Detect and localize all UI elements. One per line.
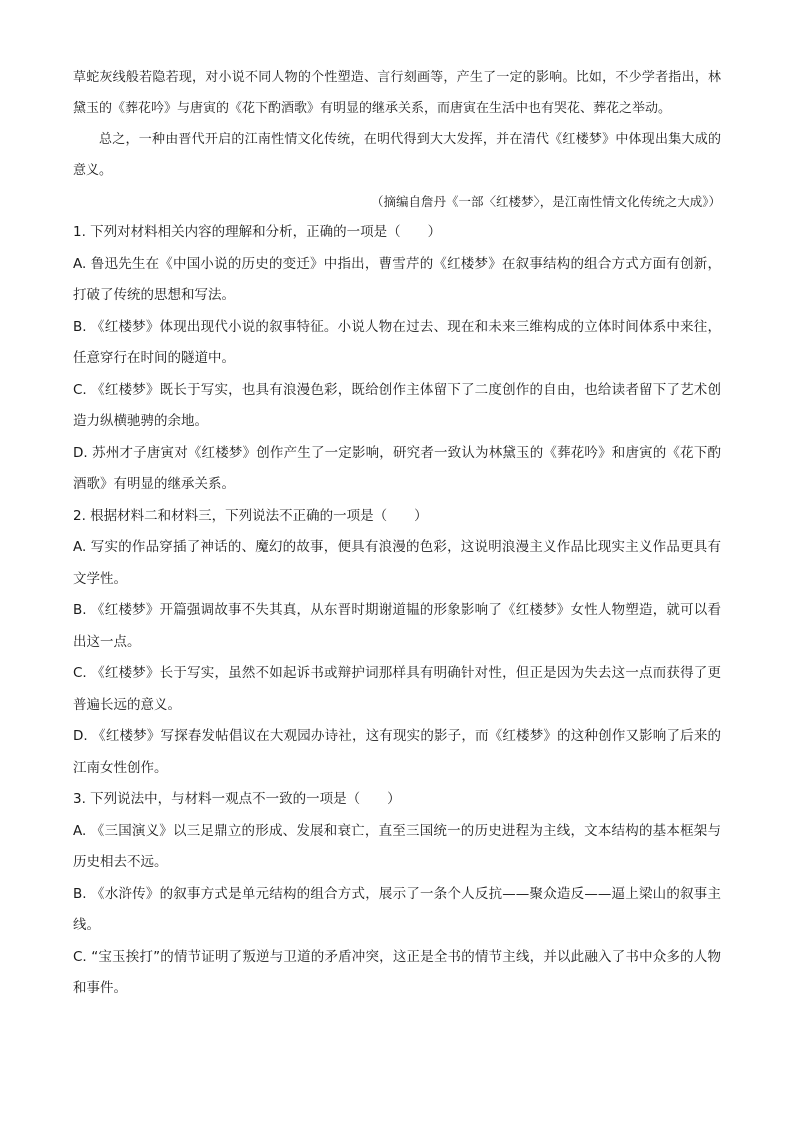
document-page <box>73 62 721 1005</box>
question-stem: 3. 下列说法中，与材料一观点不一致的一项是（ ） <box>73 791 401 807</box>
passage-conclusion: 总之，一种由晋代开启的江南性情文化传统，在明代得到大大发挥，并在清代《红楼梦》中体现出集大成的意义。 <box>73 132 721 178</box>
question-stem: 1. 下列对材料相关内容的理解和分析，正确的一项是（ ） <box>73 224 442 240</box>
option-b: B. 《红楼梦》体现出现代小说的叙事特征。小说人物在过去、现在和未来三维构成的立体时间体系中来往，任意穿行在时间的隧道中。 <box>73 318 721 366</box>
option-c: C. “宝玉挨打”的情节证明了叛逆与卫道的矛盾冲突，这正是全书的情节主线，并以此融入了书中众多的人物和事件。 <box>73 948 721 996</box>
option-b: B. 《红楼梦》开篇强调故事不失其真，从东晋时期谢道韫的形象影响了《红楼梦》女性人物塑造，就可以看出这一点。 <box>73 602 721 650</box>
question-2 <box>73 501 721 785</box>
option-a: A. 《三国演义》以三足鼎立的形成、发展和衰亡，直至三国统一的历史进程为主线，文本结构的基本框架与历史相去不远。 <box>73 822 721 870</box>
passage-source: （摘编自詹丹《一部〈红楼梦〉，是江南性情文化传统之大成》） <box>370 194 721 209</box>
option-c: C. 《红楼梦》既长于写实，也具有浪漫色彩，既给创作主体留下了二度创作的自由，也给读者留下了艺术创造力纵横驰骋的余地。 <box>73 381 721 429</box>
option-a: A. 鲁迅先生在《中国小说的历史的变迁》中指出，曹雪芹的《红楼梦》在叙事结构的组合方式方面有创新，打破了传统的思想和写法。 <box>73 255 721 303</box>
question-3 <box>73 784 721 1005</box>
option-d: D. 苏州才子唐寅对《红楼梦》创作产生了一定影响，研究者一致认为林黛玉的《葬花吟》和唐寅的《花下酌酒歌》有明显的继承关系。 <box>73 444 721 492</box>
option-c: C. 《红楼梦》长于写实，虽然不如起诉书或辩护词那样具有明确针对性，但正是因为失去这一点而获得了更普遍长远的意义。 <box>73 665 721 713</box>
option-a: A. 写实的作品穿插了神话的、魔幻的故事，便具有浪漫的色彩，这说明浪漫主义作品比现实主义作品更具有文学性。 <box>73 539 721 587</box>
question-stem: 2. 根据材料二和材料三，下列说法不正确的一项是（ ） <box>73 507 428 524</box>
passage-paragraph: 草蛇灰线般若隐若现，对小说不同人物的个性塑造、言行刻画等，产生了一定的影响。比如，不少学者指出，林黛玉的《葬花吟》与唐寅的《花下酌酒歌》有明显的继承关系，而唐寅在生活中也有哭花、葬花之举动。 <box>73 70 721 116</box>
option-d: D. 《红楼梦》写探春发帖倡议在大观园办诗社，这有现实的影子，而《红楼梦》的这种创作又影响了后来的江南女性创作。 <box>73 728 721 776</box>
option-b: B. 《水浒传》的叙事方式是单元结构的组合方式，展示了一条个人反抗——聚众造反——逼上梁山的叙事主线。 <box>73 885 721 933</box>
question-1 <box>73 217 721 501</box>
